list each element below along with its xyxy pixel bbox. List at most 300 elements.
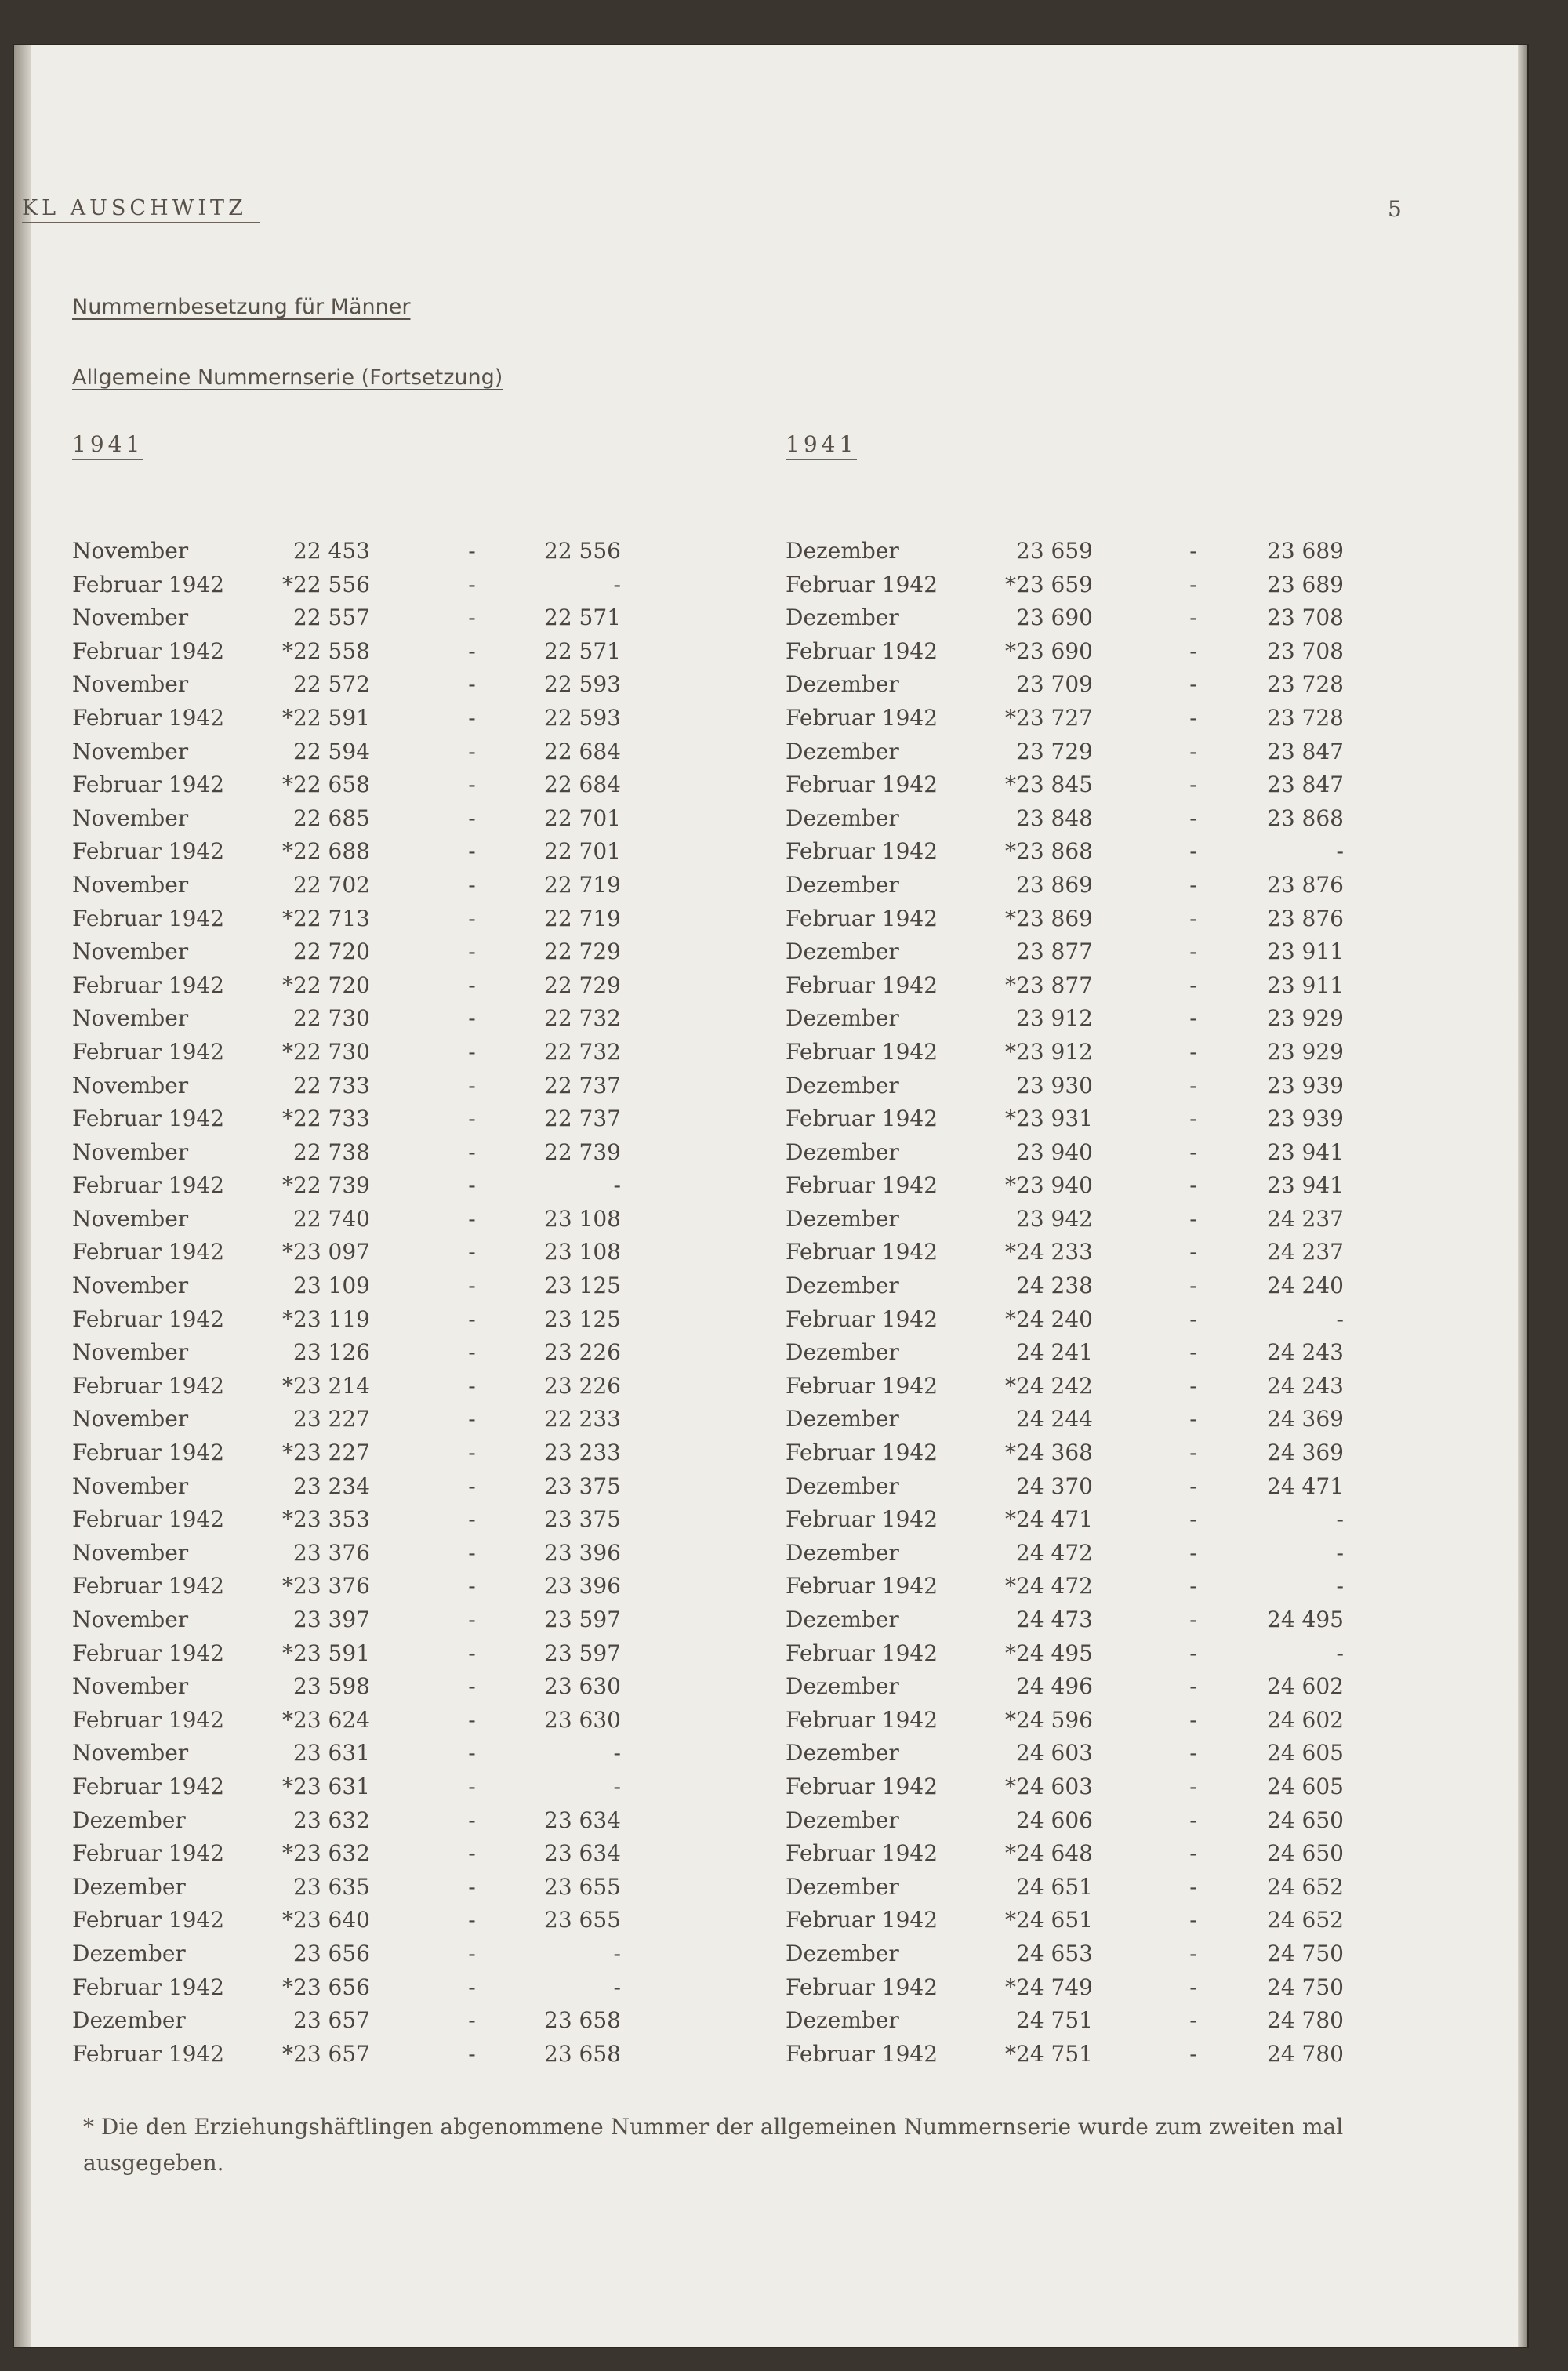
range-start-cell: 23 709: [1016, 671, 1093, 698]
range-end-cell: 22 732: [544, 1005, 621, 1032]
month-cell: Februar 1942: [786, 1706, 938, 1733]
table-row: [72, 735, 668, 769]
range-dash: -: [1189, 1273, 1197, 1299]
range-end-cell: 23 911: [1267, 939, 1344, 965]
range-end-cell: 24 369: [1267, 1406, 1344, 1432]
table-row: [72, 1603, 668, 1637]
range-start-cell: *23 690: [1005, 637, 1093, 664]
table-row: [786, 1503, 1381, 1537]
range-end-cell: 24 243: [1267, 1339, 1344, 1366]
range-end-cell: 23 941: [1267, 1172, 1344, 1199]
range-end-cell: -: [613, 1973, 621, 2000]
range-start-cell: *22 730: [282, 1038, 370, 1065]
range-dash: -: [468, 1440, 476, 1466]
range-start-cell: *24 495: [1005, 1639, 1093, 1666]
month-cell: Dezember: [786, 1940, 899, 1966]
range-end-cell: 23 708: [1267, 637, 1344, 664]
range-dash: -: [468, 1472, 476, 1499]
month-cell: November: [72, 1205, 189, 1232]
range-end-cell: 22 737: [544, 1106, 621, 1132]
range-start-cell: *24 751: [1005, 2040, 1093, 2067]
page-number: 5: [1388, 196, 1402, 222]
table-row: [786, 1069, 1381, 1103]
number-table-right: [786, 535, 1381, 2071]
range-dash: -: [1189, 1372, 1197, 1399]
table-row: [786, 2038, 1381, 2071]
range-end-cell: 24 750: [1267, 1940, 1344, 1966]
month-cell: Dezember: [786, 1607, 899, 1632]
range-end-cell: 23 597: [544, 1607, 621, 1632]
month-cell: Dezember: [786, 1406, 899, 1432]
range-dash: -: [1189, 1907, 1197, 1933]
month-cell: Februar 1942: [72, 905, 225, 931]
month-cell: Dezember: [786, 1339, 899, 1366]
range-dash: -: [1189, 1973, 1197, 2000]
table-row: [72, 1503, 668, 1537]
table-row: [72, 1136, 668, 1170]
range-dash: -: [468, 1106, 476, 1132]
table-row: [72, 1904, 668, 1937]
month-cell: November: [72, 1072, 189, 1098]
month-cell: Februar 1942: [72, 1506, 225, 1533]
range-start-cell: *22 720: [282, 971, 370, 998]
range-dash: -: [1189, 1472, 1197, 1499]
range-end-cell: -: [613, 1940, 621, 1966]
table-row: [786, 1837, 1381, 1871]
range-end-cell: -: [613, 1172, 621, 1199]
range-dash: -: [468, 1740, 476, 1766]
range-dash: -: [468, 605, 476, 631]
range-end-cell: 24 605: [1267, 1773, 1344, 1799]
table-row: [786, 1102, 1381, 1136]
table-row: [786, 1470, 1381, 1504]
range-start-cell: *23 632: [282, 1840, 370, 1867]
month-cell: November: [72, 939, 189, 965]
range-end-cell: 22 732: [544, 1038, 621, 1065]
range-start-cell: *22 733: [282, 1106, 370, 1132]
range-end-cell: 22 593: [544, 704, 621, 731]
table-row: [786, 635, 1381, 669]
month-cell: November: [72, 738, 189, 764]
month-cell: Dezember: [786, 1539, 899, 1566]
range-start-cell: *24 749: [1005, 1973, 1093, 2000]
range-start-cell: *23 376: [282, 1573, 370, 1599]
range-dash: -: [468, 2040, 476, 2067]
range-start-cell: *23 631: [282, 1773, 370, 1799]
year-label-left: 1941: [72, 431, 143, 460]
range-dash: -: [468, 1205, 476, 1232]
month-cell: November: [72, 538, 189, 564]
range-dash: -: [1189, 1573, 1197, 1599]
range-dash: -: [468, 1038, 476, 1065]
month-cell: Februar 1942: [786, 637, 938, 664]
table-row: [72, 1704, 668, 1737]
month-cell: November: [72, 1138, 189, 1165]
range-dash: -: [468, 1573, 476, 1599]
table-row: [72, 568, 668, 602]
range-start-cell: 22 557: [293, 605, 370, 631]
range-dash: -: [1189, 1607, 1197, 1632]
range-end-cell: 23 655: [544, 1873, 621, 1900]
table-row: [72, 1436, 668, 1470]
range-dash: -: [1189, 1773, 1197, 1799]
range-dash: -: [1189, 2040, 1197, 2067]
range-end-cell: 22 737: [544, 1072, 621, 1098]
range-end-cell: 24 237: [1267, 1239, 1344, 1265]
table-row: [72, 1069, 668, 1103]
table-row: [72, 635, 668, 669]
month-cell: Dezember: [786, 1873, 899, 1900]
range-start-cell: *23 845: [1005, 772, 1093, 798]
range-dash: -: [1189, 1239, 1197, 1265]
range-dash: -: [1189, 1305, 1197, 1332]
month-cell: Dezember: [786, 1740, 899, 1766]
range-dash: -: [1189, 2007, 1197, 2034]
range-dash: -: [1189, 538, 1197, 564]
month-cell: Februar 1942: [786, 1573, 938, 1599]
range-end-cell: 23 868: [1267, 804, 1344, 831]
month-cell: November: [72, 1539, 189, 1566]
month-cell: Februar 1942: [786, 1239, 938, 1265]
month-cell: Dezember: [786, 1673, 899, 1700]
table-row: [72, 2038, 668, 2071]
table-row: [786, 535, 1381, 568]
range-start-cell: 23 877: [1016, 939, 1093, 965]
month-cell: Februar 1942: [72, 1440, 225, 1466]
month-cell: Februar 1942: [786, 1305, 938, 1332]
range-end-cell: 23 375: [544, 1506, 621, 1533]
table-row: [786, 1804, 1381, 1838]
table-row: [786, 668, 1381, 702]
range-end-cell: 22 571: [544, 605, 621, 631]
table-row: [72, 1169, 668, 1203]
range-end-cell: 23 847: [1267, 738, 1344, 764]
range-end-cell: 23 226: [544, 1339, 621, 1366]
table-row: [786, 1937, 1381, 1971]
table-row: [786, 902, 1381, 936]
table-row: [786, 835, 1381, 869]
month-cell: Dezember: [72, 2007, 186, 2034]
month-cell: Februar 1942: [786, 571, 938, 597]
range-start-cell: *23 727: [1005, 704, 1093, 731]
table-row: [72, 1937, 668, 1971]
range-start-cell: 22 685: [293, 804, 370, 831]
table-row: [72, 1737, 668, 1770]
month-cell: Dezember: [786, 1273, 899, 1299]
range-dash: -: [468, 772, 476, 798]
range-end-cell: 22 719: [544, 871, 621, 898]
month-cell: Februar 1942: [786, 1038, 938, 1065]
range-start-cell: 22 720: [293, 939, 370, 965]
range-start-cell: *23 659: [1005, 571, 1093, 597]
range-dash: -: [1189, 1673, 1197, 1700]
range-dash: -: [1189, 1639, 1197, 1666]
range-start-cell: 23 234: [293, 1472, 370, 1499]
month-cell: Februar 1942: [786, 1440, 938, 1466]
range-start-cell: *23 214: [282, 1372, 370, 1399]
range-end-cell: -: [1336, 1573, 1344, 1599]
month-cell: Februar 1942: [786, 704, 938, 731]
range-dash: -: [468, 704, 476, 731]
range-dash: -: [468, 637, 476, 664]
table-row: [786, 601, 1381, 635]
range-end-cell: 24 471: [1267, 1472, 1344, 1499]
range-start-cell: 23 942: [1016, 1205, 1093, 1232]
range-end-cell: 22 684: [544, 772, 621, 798]
range-start-cell: 24 653: [1016, 1940, 1093, 1966]
range-start-cell: *24 651: [1005, 1907, 1093, 1933]
range-dash: -: [468, 1706, 476, 1733]
month-cell: Februar 1942: [786, 905, 938, 931]
range-dash: -: [1189, 671, 1197, 698]
range-start-cell: *23 353: [282, 1506, 370, 1533]
range-dash: -: [468, 1305, 476, 1332]
range-start-cell: *23 931: [1005, 1106, 1093, 1132]
range-start-cell: 23 632: [293, 1806, 370, 1833]
table-row: [72, 702, 668, 735]
month-cell: Februar 1942: [72, 1973, 225, 2000]
range-dash: -: [468, 671, 476, 698]
range-dash: -: [468, 1339, 476, 1366]
section-heading: Nummernbesetzung für Männer: [72, 295, 411, 319]
month-cell: Dezember: [786, 1072, 899, 1098]
table-row: [72, 969, 668, 1003]
range-end-cell: 23 375: [544, 1472, 621, 1499]
table-row: [72, 1336, 668, 1370]
range-start-cell: 24 751: [1016, 2007, 1093, 2034]
month-cell: Februar 1942: [72, 571, 225, 597]
range-end-cell: -: [613, 571, 621, 597]
range-start-cell: 24 496: [1016, 1673, 1093, 1700]
range-dash: -: [468, 1072, 476, 1098]
range-start-cell: *23 119: [282, 1305, 370, 1332]
table-row: [786, 1670, 1381, 1704]
range-dash: -: [1189, 704, 1197, 731]
range-start-cell: 22 730: [293, 1005, 370, 1032]
month-cell: November: [72, 1406, 189, 1432]
range-start-cell: *24 648: [1005, 1840, 1093, 1867]
range-start-cell: 23 227: [293, 1406, 370, 1432]
table-row: [786, 1002, 1381, 1036]
range-end-cell: 24 602: [1267, 1673, 1344, 1700]
month-cell: Februar 1942: [72, 637, 225, 664]
range-dash: -: [468, 1539, 476, 1566]
month-cell: Februar 1942: [72, 1907, 225, 1933]
range-start-cell: 23 598: [293, 1673, 370, 1700]
range-start-cell: *23 656: [282, 1973, 370, 2000]
range-end-cell: 24 369: [1267, 1440, 1344, 1466]
range-end-cell: 24 652: [1267, 1907, 1344, 1933]
range-start-cell: 23 109: [293, 1273, 370, 1299]
range-start-cell: *23 624: [282, 1706, 370, 1733]
table-row: [72, 2004, 668, 2038]
table-row: [72, 1203, 668, 1236]
range-end-cell: -: [613, 1740, 621, 1766]
month-cell: Februar 1942: [72, 704, 225, 731]
range-start-cell: 24 606: [1016, 1806, 1093, 1833]
footnote: * Die den Erziehungshäftlingen abgenommene Nummer der allgemeinen Nummernserie wurde zum zweiten mal ausgegeben.: [83, 2114, 1344, 2176]
year-label-right: 1941: [786, 431, 857, 460]
month-cell: Dezember: [786, 1472, 899, 1499]
range-end-cell: 22 684: [544, 738, 621, 764]
table-row: [72, 902, 668, 936]
range-end-cell: 23 939: [1267, 1106, 1344, 1132]
month-cell: Februar 1942: [72, 1038, 225, 1065]
table-row: [786, 1036, 1381, 1069]
range-dash: -: [1189, 1873, 1197, 1900]
range-dash: -: [468, 939, 476, 965]
table-row: [72, 1971, 668, 2005]
month-cell: Februar 1942: [786, 1172, 938, 1199]
range-dash: -: [468, 1973, 476, 2000]
range-end-cell: 22 729: [544, 939, 621, 965]
table-row: [72, 1570, 668, 1603]
table-row: [786, 1570, 1381, 1603]
month-cell: Februar 1942: [72, 1840, 225, 1867]
range-end-cell: 23 630: [544, 1673, 621, 1700]
range-start-cell: *22 556: [282, 571, 370, 597]
range-dash: -: [1189, 1072, 1197, 1098]
range-end-cell: 22 593: [544, 671, 621, 698]
month-cell: Februar 1942: [786, 1372, 938, 1399]
range-end-cell: 24 780: [1267, 2040, 1344, 2067]
range-end-cell: 23 708: [1267, 605, 1344, 631]
range-end-cell: 22 701: [544, 804, 621, 831]
month-cell: Februar 1942: [786, 1907, 938, 1933]
month-cell: Dezember: [786, 738, 899, 764]
range-end-cell: 23 108: [544, 1205, 621, 1232]
table-row: [72, 1871, 668, 1904]
month-cell: Dezember: [786, 1005, 899, 1032]
month-cell: Februar 1942: [786, 1773, 938, 1799]
month-cell: Februar 1942: [786, 2040, 938, 2067]
range-start-cell: *23 940: [1005, 1172, 1093, 1199]
month-cell: Dezember: [786, 1806, 899, 1833]
table-row: [72, 1837, 668, 1871]
month-cell: Februar 1942: [72, 1639, 225, 1666]
range-start-cell: *22 591: [282, 704, 370, 731]
range-start-cell: *23 869: [1005, 905, 1093, 931]
table-row: [786, 1169, 1381, 1203]
range-end-cell: 23 233: [544, 1440, 621, 1466]
table-row: [786, 1269, 1381, 1303]
month-cell: November: [72, 1472, 189, 1499]
range-start-cell: *24 596: [1005, 1706, 1093, 1733]
table-row: [786, 735, 1381, 769]
range-end-cell: 24 605: [1267, 1740, 1344, 1766]
range-start-cell: *23 227: [282, 1440, 370, 1466]
month-cell: Dezember: [786, 1138, 899, 1165]
table-row: [72, 1036, 668, 1069]
table-row: [72, 1403, 668, 1436]
range-end-cell: 23 396: [544, 1539, 621, 1566]
table-row: [786, 2004, 1381, 2038]
range-start-cell: 22 738: [293, 1138, 370, 1165]
month-cell: Februar 1942: [72, 1773, 225, 1799]
month-cell: Februar 1942: [786, 1973, 938, 2000]
range-dash: -: [1189, 1106, 1197, 1132]
range-end-cell: 23 929: [1267, 1038, 1344, 1065]
month-cell: Februar 1942: [72, 1372, 225, 1399]
month-cell: Februar 1942: [786, 838, 938, 865]
table-row: [786, 702, 1381, 735]
range-start-cell: 23 631: [293, 1740, 370, 1766]
month-cell: Dezember: [72, 1940, 186, 1966]
month-cell: November: [72, 671, 189, 698]
range-start-cell: *23 591: [282, 1639, 370, 1666]
table-row: [786, 1236, 1381, 1269]
month-cell: Februar 1942: [72, 1706, 225, 1733]
table-row: [786, 869, 1381, 902]
range-dash: -: [1189, 1806, 1197, 1833]
table-row: [72, 1236, 668, 1269]
range-dash: -: [1189, 905, 1197, 931]
month-cell: Dezember: [786, 1205, 899, 1232]
month-cell: Februar 1942: [72, 772, 225, 798]
month-cell: Februar 1942: [786, 971, 938, 998]
range-dash: -: [468, 1806, 476, 1833]
table-row: [72, 835, 668, 869]
range-start-cell: *22 713: [282, 905, 370, 931]
range-dash: -: [468, 1907, 476, 1933]
range-start-cell: 24 370: [1016, 1472, 1093, 1499]
range-start-cell: *24 242: [1005, 1372, 1093, 1399]
range-dash: -: [1189, 1406, 1197, 1432]
month-cell: Dezember: [786, 605, 899, 631]
month-cell: Dezember: [786, 671, 899, 698]
month-cell: November: [72, 804, 189, 831]
range-end-cell: 23 655: [544, 1907, 621, 1933]
range-end-cell: -: [1336, 1639, 1344, 1666]
page-right-edge: [1518, 45, 1527, 2347]
table-row: [786, 1770, 1381, 1804]
table-row: [72, 1269, 668, 1303]
table-row: [72, 1770, 668, 1804]
table-row: [786, 1336, 1381, 1370]
range-end-cell: 23 689: [1267, 538, 1344, 564]
range-end-cell: 24 780: [1267, 2007, 1344, 2034]
range-dash: -: [468, 738, 476, 764]
range-start-cell: 23 397: [293, 1607, 370, 1632]
range-dash: -: [468, 804, 476, 831]
range-end-cell: 23 125: [544, 1273, 621, 1299]
table-row: [786, 1303, 1381, 1337]
month-cell: Februar 1942: [786, 1840, 938, 1867]
range-dash: -: [468, 871, 476, 898]
month-cell: Februar 1942: [72, 2040, 225, 2067]
range-start-cell: *23 097: [282, 1239, 370, 1265]
range-start-cell: 23 690: [1016, 605, 1093, 631]
range-start-cell: 24 473: [1016, 1607, 1093, 1632]
range-start-cell: 23 657: [293, 2007, 370, 2034]
range-end-cell: 24 650: [1267, 1840, 1344, 1867]
range-start-cell: 23 912: [1016, 1005, 1093, 1032]
table-row: [72, 668, 668, 702]
table-row: [786, 1403, 1381, 1436]
range-end-cell: 23 634: [544, 1840, 621, 1867]
range-start-cell: *24 368: [1005, 1440, 1093, 1466]
range-dash: -: [468, 571, 476, 597]
range-end-cell: 24 652: [1267, 1873, 1344, 1900]
month-cell: November: [72, 1005, 189, 1032]
range-dash: -: [468, 905, 476, 931]
range-end-cell: 24 240: [1267, 1273, 1344, 1299]
month-cell: November: [72, 871, 189, 898]
range-end-cell: 23 939: [1267, 1072, 1344, 1098]
range-end-cell: 24 237: [1267, 1205, 1344, 1232]
range-end-cell: 23 630: [544, 1706, 621, 1733]
range-end-cell: 23 728: [1267, 704, 1344, 731]
